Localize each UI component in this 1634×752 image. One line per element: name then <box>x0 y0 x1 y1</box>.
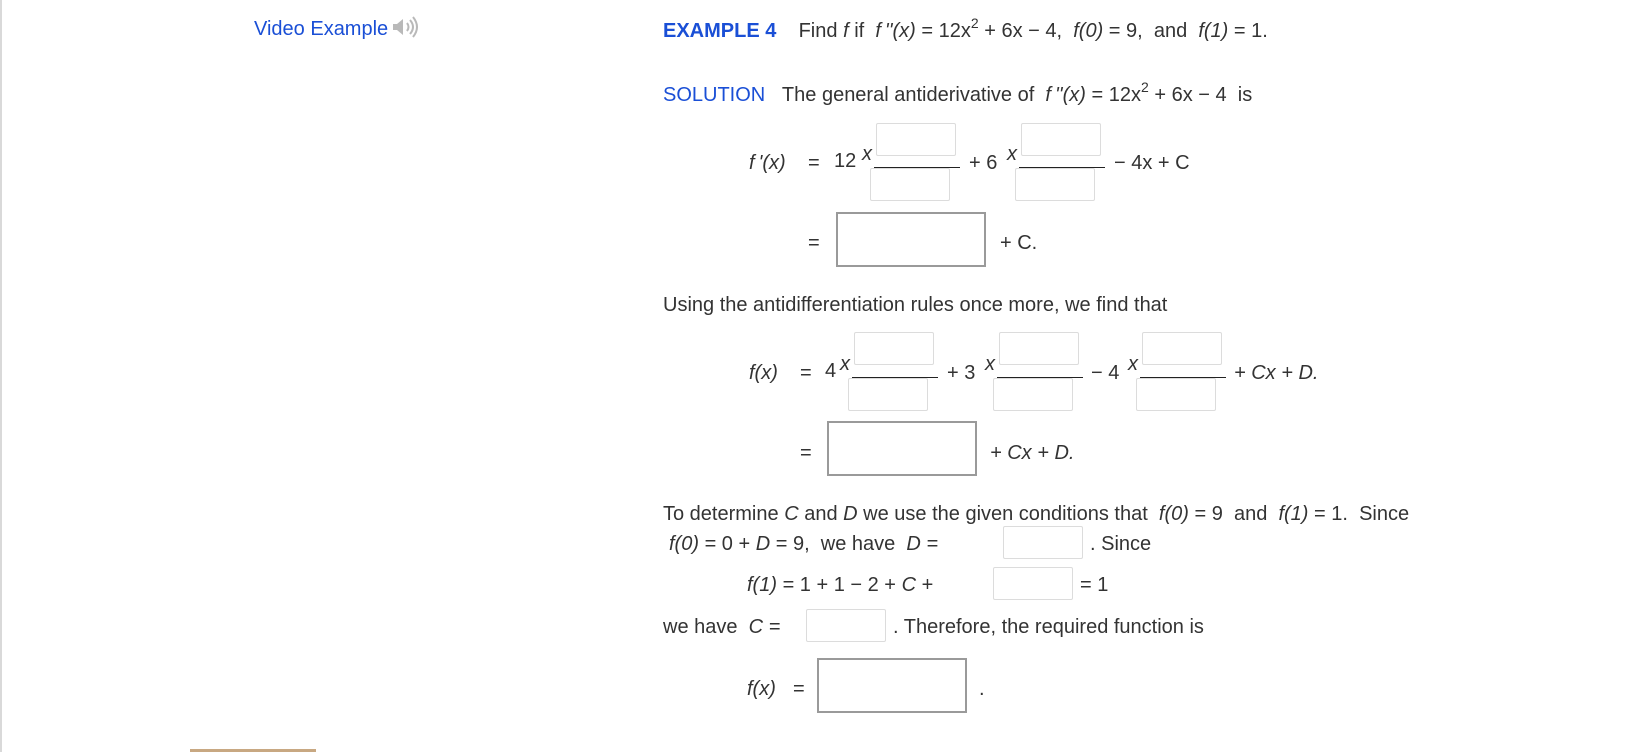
f1-plus: + <box>921 574 934 596</box>
D-value-input[interactable] <box>1003 526 1083 559</box>
example-f1: f(1) <box>1198 20 1229 42</box>
fx-coef-4: 4 <box>825 360 837 382</box>
we-have-C-line <box>663 616 780 639</box>
line2-eq9: = 9, <box>775 533 810 555</box>
Ceq: C = <box>748 616 781 638</box>
determine-D: D <box>843 503 858 525</box>
we-have-text: we have <box>663 616 738 638</box>
using-rules-text: Using the antidifferentiation rules once more, we find that <box>663 294 1168 316</box>
fprime-eq-2: = <box>808 232 820 254</box>
solution-label: SOLUTION <box>663 84 766 106</box>
f1-C: C <box>901 574 917 596</box>
line2-f0: f(0) <box>669 533 699 555</box>
example-eq9: = 9, <box>1108 20 1143 42</box>
fx-x-base-1: x <box>840 353 850 375</box>
fprime-denominator-input-1[interactable] <box>870 168 950 201</box>
f1-equation <box>747 574 933 597</box>
fx-denominator-input-3[interactable] <box>1136 378 1216 411</box>
example-statement <box>663 15 1268 43</box>
solution-statement <box>663 79 1253 107</box>
fprime-eq: = <box>808 152 820 174</box>
fprime-x-base-2: x <box>1007 143 1017 165</box>
fprime-exponent-input-2[interactable] <box>1021 123 1101 156</box>
fprime-lhs: f '(x) <box>749 152 786 174</box>
fx-tail: + Cx + D. <box>1234 362 1319 384</box>
fx-x-base-2: x <box>985 353 995 375</box>
fprime-denominator-input-2[interactable] <box>1015 168 1095 201</box>
final-function-input[interactable] <box>817 658 967 713</box>
f1-lhs: f(1) <box>747 574 777 596</box>
f1-rhs: = 1 <box>1080 574 1109 596</box>
fx-plus-3: + 3 <box>947 362 976 384</box>
solution-is: is <box>1237 84 1253 106</box>
solution-fpp: f ''(x) <box>1045 84 1086 106</box>
fprime-x-base-1: x <box>862 143 872 165</box>
solution-exp: 2 <box>1141 79 1149 95</box>
fprime-simplified-input[interactable] <box>836 212 986 267</box>
fprime-tail <box>1114 152 1190 175</box>
line2-expr: = 0 + <box>704 533 751 555</box>
video-example-link[interactable] <box>254 16 420 44</box>
fx-eq-2: = <box>800 442 812 464</box>
fx-exponent-input-1[interactable] <box>854 332 934 365</box>
final-period: . <box>979 678 985 700</box>
determine-and-2: and <box>1233 503 1268 525</box>
determine-since: Since <box>1359 503 1410 525</box>
determine-f0: f(0) <box>1158 503 1189 525</box>
solution-eq: = <box>1091 84 1104 106</box>
fx-x-base-3: x <box>1128 353 1138 375</box>
example-poly-b: + 6x − 4, <box>984 20 1063 42</box>
example-exp: 2 <box>970 15 979 31</box>
example-f0: f(0) <box>1073 20 1104 42</box>
example-f: f <box>843 20 849 42</box>
final-eq: = <box>793 678 805 700</box>
solution-poly-b: + 6x − 4 <box>1154 84 1227 106</box>
fx-exponent-input-2[interactable] <box>999 332 1079 365</box>
example-fpp: f ''(x) <box>875 20 916 42</box>
fx-denominator-input-2[interactable] <box>993 378 1073 411</box>
example-eq: = <box>921 20 934 42</box>
since-2: . Since <box>1090 533 1152 555</box>
line2-Deq: D = <box>906 533 939 555</box>
final-lhs: f(x) <box>747 678 776 700</box>
f1-expr: = 1 + 1 − 2 + <box>782 574 896 596</box>
determine-line-1 <box>663 503 1409 526</box>
example-and: and <box>1153 20 1188 42</box>
determine-and: and <box>804 503 838 525</box>
fprime-plus-6: + 6 <box>969 152 998 174</box>
video-example-label: Video Example <box>254 18 389 40</box>
fx-simplified-input[interactable] <box>827 421 977 476</box>
fprime-coef-12: 12 <box>834 150 857 172</box>
line2-D: D <box>755 533 771 555</box>
left-border <box>0 0 2 752</box>
fprime-exponent-input-1[interactable] <box>876 123 956 156</box>
solution-poly-a: 12x <box>1108 84 1142 106</box>
therefore-text: . Therefore, the required function is <box>893 616 1204 638</box>
example-if: if <box>854 20 865 42</box>
example-label: EXAMPLE 4 <box>663 20 777 42</box>
determine-eq1: = 1. <box>1314 503 1348 525</box>
f1-blank-input[interactable] <box>993 567 1073 600</box>
determine-text-b: we use the given conditions that <box>863 503 1148 525</box>
determine-line-2 <box>669 533 938 556</box>
C-value-input[interactable] <box>806 609 886 642</box>
fprime-tail-text: − 4x + C <box>1114 152 1190 174</box>
example-eq1: = 1. <box>1233 20 1268 42</box>
fx-tail-2: + Cx + D. <box>990 442 1075 464</box>
fx-exponent-input-3[interactable] <box>1142 332 1222 365</box>
fx-eq: = <box>800 362 812 384</box>
speaker-icon <box>390 16 420 44</box>
solution-text: The general antiderivative of <box>781 84 1035 106</box>
fprime-plus-c: + C. <box>1000 232 1038 254</box>
determine-eq9: = 9 <box>1194 503 1223 525</box>
example-poly-a: 12x <box>938 20 971 42</box>
fx-lhs: f(x) <box>749 362 778 384</box>
determine-text-a: To determine <box>663 503 779 525</box>
determine-f1: f(1) <box>1278 503 1309 525</box>
example-find: Find <box>798 20 838 42</box>
determine-C: C <box>784 503 799 525</box>
fx-minus-4: − 4 <box>1091 362 1120 384</box>
line2-we-have: we have <box>820 533 896 555</box>
fx-denominator-input-1[interactable] <box>848 378 928 411</box>
